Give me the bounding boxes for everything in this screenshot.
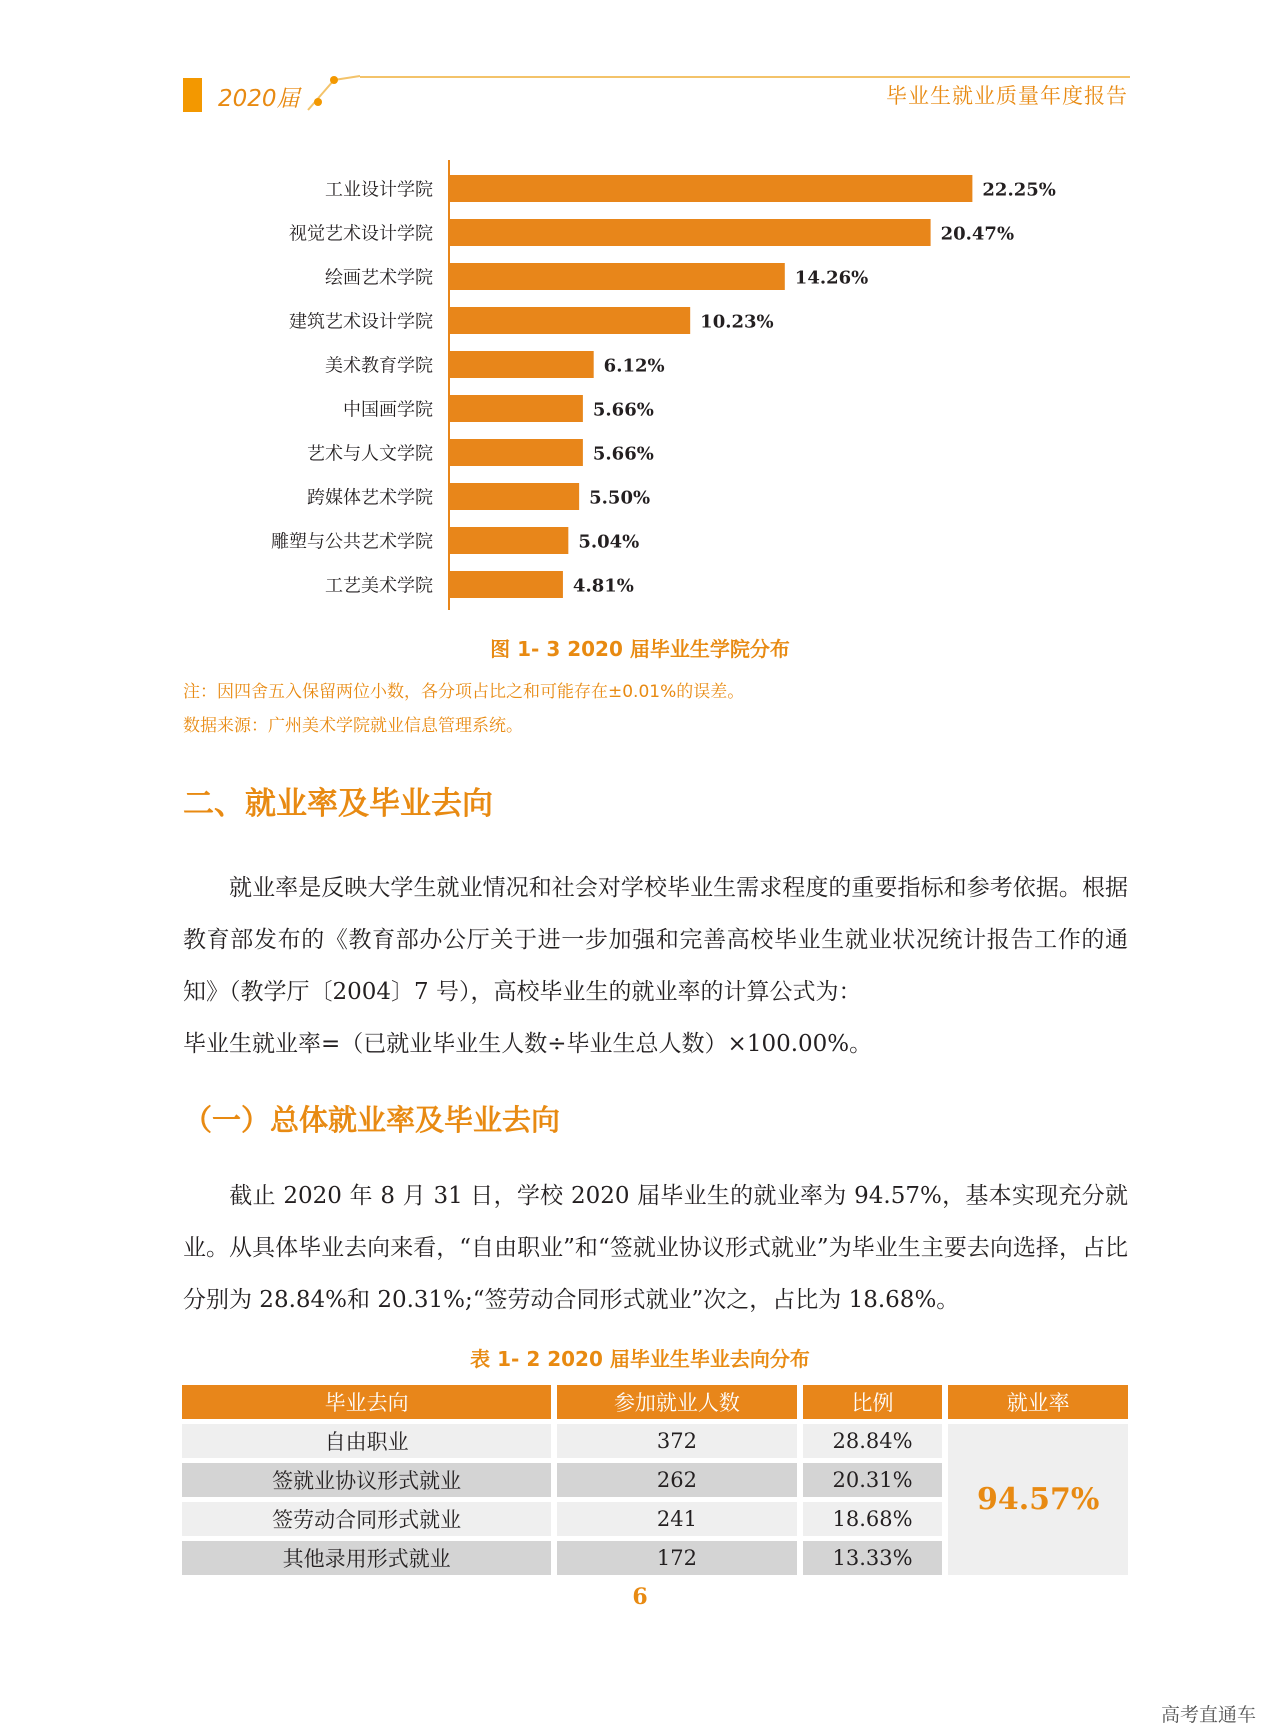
col-header-destination: 毕业去向 <box>182 1385 551 1419</box>
bar <box>450 439 583 466</box>
header-rule <box>360 76 1130 78</box>
bar <box>450 263 785 290</box>
subsection-title: （一）总体就业率及毕业去向 <box>183 1103 561 1137</box>
page-number: 6 <box>632 1584 648 1610</box>
bar <box>450 351 594 378</box>
figure-source: 数据来源：广州美术学院就业信息管理系统。 <box>183 716 523 736</box>
cell-ratio: 20.31% <box>803 1463 943 1497</box>
cell-ratio: 28.84% <box>803 1424 943 1458</box>
category-label: 建筑艺术设计学院 <box>289 311 433 333</box>
employment-rate-cell: 94.57% <box>948 1424 1128 1575</box>
col-header-ratio: 比例 <box>803 1385 943 1419</box>
value-label: 5.04% <box>578 531 640 553</box>
header-title: 毕业生就业质量年度报告 <box>886 84 1128 108</box>
category-label: 工艺美术学院 <box>325 575 433 597</box>
category-label: 中国画学院 <box>343 399 433 421</box>
cell-ratio: 13.33% <box>803 1541 943 1575</box>
cell-destination: 签劳动合同形式就业 <box>182 1502 551 1536</box>
bar <box>450 175 972 202</box>
category-label: 雕塑与公共艺术学院 <box>271 531 433 553</box>
section-title: 二、就业率及毕业去向 <box>183 786 493 822</box>
destination-table <box>176 1380 1134 1580</box>
bar <box>450 527 568 554</box>
category-label: 艺术与人文学院 <box>307 443 433 465</box>
category-label: 绘画艺术学院 <box>325 267 433 289</box>
figure-note: 注：因四舍五入保留两位小数，各分项占比之和可能存在±0.01%的误差。 <box>183 682 745 702</box>
bar <box>450 307 690 334</box>
cell-count: 372 <box>557 1424 796 1458</box>
bar <box>450 219 931 246</box>
col-header-rate: 就业率 <box>948 1385 1128 1419</box>
header-decoration-icon <box>300 72 370 116</box>
value-label: 20.47% <box>940 223 1015 245</box>
college-distribution-chart <box>160 160 1120 610</box>
value-label: 6.12% <box>603 355 665 377</box>
subsection-paragraph: 截止 2020 年 8 月 31 日，学校 2020 届毕业生的就业率为 94.57%，基本实现充分就业。从具体毕业去向来看，“自由职业”和“签就业协议形式就业”为毕业生主要去向选择，占比分别为 28.84%和 20.31%;“签劳动合同形式就业”次之，占比为 18.68%。 <box>183 1183 1128 1313</box>
category-label: 工业设计学院 <box>325 179 433 201</box>
section-paragraph-1: 就业率是反映大学生就业情况和社会对学校毕业生需求程度的重要指标和参考依据。根据教育部发布的《教育部办公厅关于进一步加强和完善高校毕业生就业状况统计报告工作的通知》（教学厅〔2004〕7 号），高校毕业生的就业率的计算公式为： 毕业生就业率=（已就业毕业生人数÷毕业生总人数）×100.00%。 <box>183 875 1128 1057</box>
col-header-count: 参加就业人数 <box>557 1385 796 1419</box>
cell-destination: 自由职业 <box>182 1424 551 1458</box>
table-row <box>182 1424 1128 1458</box>
cell-ratio: 18.68% <box>803 1502 943 1536</box>
table-caption: 表 1- 2 2020 届毕业生毕业去向分布 <box>470 1347 810 1371</box>
bar <box>450 483 579 510</box>
value-label: 22.25% <box>982 179 1056 201</box>
category-label: 美术教育学院 <box>325 355 433 377</box>
cell-destination: 其他录用形式就业 <box>182 1541 551 1575</box>
cell-count: 241 <box>557 1502 796 1536</box>
cell-count: 172 <box>557 1541 796 1575</box>
value-label: 5.50% <box>589 487 651 509</box>
header-year: 2020届 <box>218 86 300 112</box>
value-label: 5.66% <box>592 399 654 421</box>
cell-destination: 签就业协议形式就业 <box>182 1463 551 1497</box>
watermark: 高考直通车 <box>1160 1704 1256 1726</box>
value-label: 14.26% <box>794 267 869 289</box>
bar <box>450 395 583 422</box>
figure-caption: 图 1- 3 2020 届毕业生学院分布 <box>490 637 790 661</box>
value-label: 5.66% <box>592 443 654 465</box>
bar <box>450 571 563 598</box>
cell-count: 262 <box>557 1463 796 1497</box>
value-label: 4.81% <box>572 575 634 597</box>
category-label: 视觉艺术设计学院 <box>289 223 433 245</box>
category-label: 跨媒体艺术学院 <box>307 487 433 509</box>
value-label: 10.23% <box>700 311 774 333</box>
header-accent-bar <box>183 78 202 112</box>
